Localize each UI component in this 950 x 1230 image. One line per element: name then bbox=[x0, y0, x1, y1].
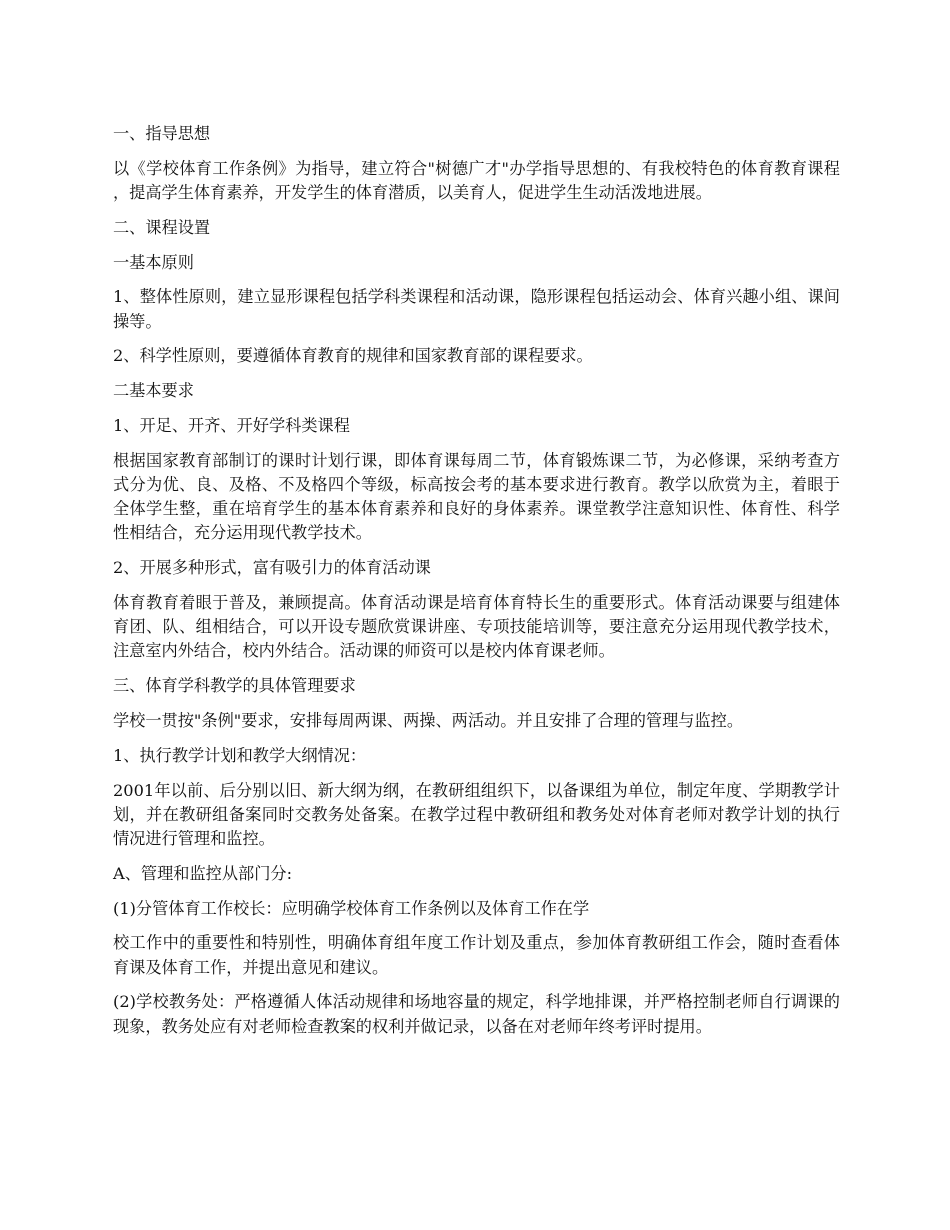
subheading-basic-requirements: 二基本要求 bbox=[113, 381, 194, 401]
item-department-monitoring: A、管理和监控从部门分: bbox=[113, 863, 293, 883]
item-teaching-plan: 1、执行教学计划和教学大纲情况： bbox=[113, 745, 367, 765]
paragraph-subject-courses: 根据国家教育部制订的课时计划行课，即体育课每周二节，体育锻炼课二节，为必修课，采纳考查方式分为优、良、及格、不及格四个等级，标高按会考的基本要求进行教育。教学以欣赏为主，着眼于全体学生整，重在培育学生的基本体育素养和良好的身体素养。课堂教学注意知识性、体育性、科学性相结合，充分运用现代教学技术。 bbox=[113, 450, 840, 543]
paragraph-activity-courses: 体育教育着眼于普及，兼顾提高。体育活动课是培育体育特长生的重要形式。体育活动课要与组建体育团、队、组相结合，可以开设专题欣赏课讲座、专项技能培训等，要注意充分运用现代教学技术，注意室内外结合，校内外结合。活动课的师资可以是校内体育课老师。 bbox=[113, 592, 840, 661]
item-activity-courses: 2、开展多种形式，富有吸引力的体育活动课 bbox=[113, 558, 431, 578]
heading-management-requirements: 三、体育学科教学的具体管理要求 bbox=[113, 676, 356, 696]
paragraph-principle-scientific: 2、科学性原则，要遵循体育教育的规律和国家教育部的课程要求。 bbox=[113, 346, 593, 366]
heading-guiding-ideology: 一、指导思想 bbox=[113, 124, 211, 143]
paragraph-principle-integrity: 1、整体性原则，建立显形课程包括学科类课程和活动课，隐形课程包括运动会、体育兴趣小组、课间操等。 bbox=[113, 287, 840, 331]
paragraph-principal-duty: 校工作中的重要性和特别性，明确体育组年度工作计划及重点，参加体育教研组工作会，随时查看体育课及体育工作，并提出意见和建议。 bbox=[113, 933, 840, 977]
paragraph-teaching-plan: 2001年以前、后分别以旧、新大纲为纲，在教研组组织下，以备课组为单位，制定年度、学期教学计划，并在教研组备案同时交教务处备案。在教学过程中教研组和教务处对体育老师对教学计划的执行情况进行管理和监控。 bbox=[113, 780, 840, 848]
document-body bbox=[113, 122, 840, 1049]
item-principal-duty: (1)分管体育工作校长：应明确学校体育工作条例以及体育工作在学 bbox=[113, 898, 590, 918]
paragraph-regulations: 学校一贯按"条例"要求，安排每周两课、两操、两活动。并且安排了合理的管理与监控。 bbox=[113, 710, 744, 730]
paragraph-academic-affairs: (2)学校教务处：严格遵循人体活动规律和场地容量的规定，科学地排课，并严格控制老师自行调课的现象，教务处应有对老师检查教案的权利并做记录，以备在对老师年终考评时提用。 bbox=[113, 992, 840, 1036]
heading-course-setup: 二、课程设置 bbox=[113, 217, 211, 237]
subheading-basic-principles: 一基本原则 bbox=[113, 252, 194, 272]
item-subject-courses: 1、开足、开齐、开好学科类课程 bbox=[113, 415, 350, 435]
paragraph-guiding-ideology: 以《学校体育工作条例》为指导，建立符合"树德广才"办学指导思想的、有我校特色的体育教育课程，提高学生体育素养，开发学生的体育潜质，以美育人，促进学生生动活泼地进展。 bbox=[113, 158, 840, 202]
